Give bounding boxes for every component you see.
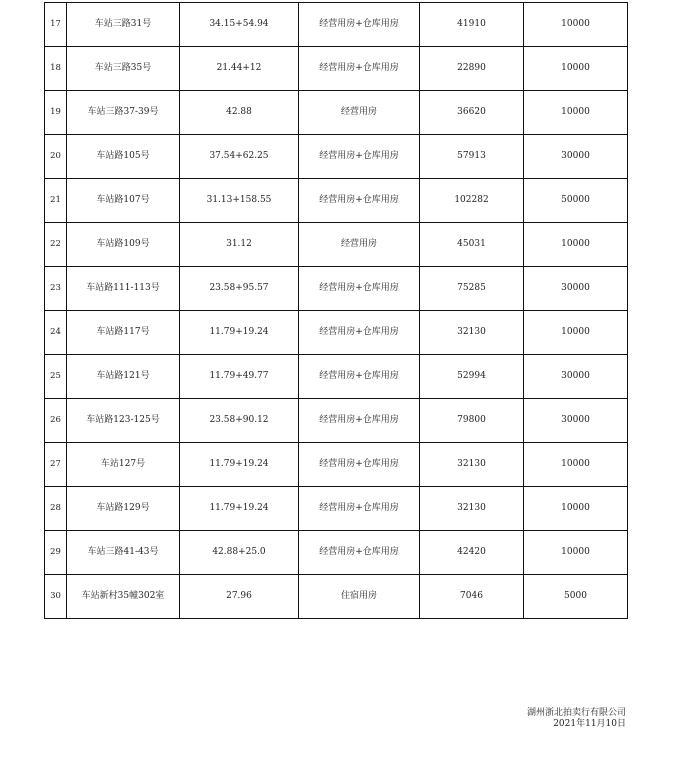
- cell-starting-price: 52994: [420, 355, 524, 399]
- cell-deposit: 30000: [524, 267, 628, 311]
- table-row: [45, 223, 628, 267]
- cell-row-number: 20: [45, 135, 67, 179]
- cell-row-number: 23: [45, 267, 67, 311]
- table-row: [45, 267, 628, 311]
- cell-address: 车站三路37-39号: [67, 91, 180, 135]
- cell-starting-price: 7046: [420, 575, 524, 619]
- cell-starting-price: 42420: [420, 531, 524, 575]
- cell-use-type: 住宿用房: [299, 575, 420, 619]
- cell-row-number: 27: [45, 443, 67, 487]
- document-footer: [527, 708, 626, 730]
- cell-row-number: 24: [45, 311, 67, 355]
- cell-address: 车站127号: [67, 443, 180, 487]
- table-row: [45, 311, 628, 355]
- cell-deposit: 50000: [524, 179, 628, 223]
- cell-area: 21.44+12: [180, 47, 299, 91]
- cell-row-number: 18: [45, 47, 67, 91]
- cell-starting-price: 41910: [420, 3, 524, 47]
- cell-use-type: 经营用房+仓库用房: [299, 311, 420, 355]
- cell-starting-price: 57913: [420, 135, 524, 179]
- cell-row-number: 25: [45, 355, 67, 399]
- cell-area: 42.88+25.0: [180, 531, 299, 575]
- cell-area: 11.79+49.77: [180, 355, 299, 399]
- table-row: [45, 355, 628, 399]
- table-body: [45, 3, 628, 619]
- cell-address: 车站新村35幢302室: [67, 575, 180, 619]
- cell-row-number: 19: [45, 91, 67, 135]
- table-row: [45, 135, 628, 179]
- cell-address: 车站路129号: [67, 487, 180, 531]
- cell-area: 27.96: [180, 575, 299, 619]
- cell-address: 车站路111-113号: [67, 267, 180, 311]
- table-row: [45, 531, 628, 575]
- cell-deposit: 30000: [524, 399, 628, 443]
- table-row: [45, 3, 628, 47]
- cell-row-number: 17: [45, 3, 67, 47]
- cell-use-type: 经营用房+仓库用房: [299, 3, 420, 47]
- cell-deposit: 10000: [524, 487, 628, 531]
- cell-use-type: 经营用房+仓库用房: [299, 135, 420, 179]
- cell-starting-price: 32130: [420, 443, 524, 487]
- cell-starting-price: 32130: [420, 311, 524, 355]
- cell-area: 34.15+54.94: [180, 3, 299, 47]
- property-listing-table: [44, 2, 628, 619]
- cell-address: 车站路123-125号: [67, 399, 180, 443]
- cell-address: 车站三路31号: [67, 3, 180, 47]
- table-row: [45, 47, 628, 91]
- cell-use-type: 经营用房+仓库用房: [299, 531, 420, 575]
- document-date: 2021年11月10日: [553, 719, 626, 729]
- table-row: [45, 399, 628, 443]
- cell-use-type: 经营用房+仓库用房: [299, 443, 420, 487]
- cell-area: 31.12: [180, 223, 299, 267]
- cell-deposit: 10000: [524, 223, 628, 267]
- cell-use-type: 经营用房+仓库用房: [299, 399, 420, 443]
- cell-address: 车站路109号: [67, 223, 180, 267]
- cell-area: 23.58+95.57: [180, 267, 299, 311]
- cell-starting-price: 36620: [420, 91, 524, 135]
- cell-address: 车站路121号: [67, 355, 180, 399]
- cell-address: 车站路105号: [67, 135, 180, 179]
- cell-row-number: 30: [45, 575, 67, 619]
- cell-use-type: 经营用房+仓库用房: [299, 47, 420, 91]
- cell-row-number: 26: [45, 399, 67, 443]
- cell-area: 37.54+62.25: [180, 135, 299, 179]
- cell-row-number: 29: [45, 531, 67, 575]
- cell-deposit: 10000: [524, 443, 628, 487]
- cell-use-type: 经营用房: [299, 223, 420, 267]
- cell-row-number: 28: [45, 487, 67, 531]
- cell-area: 11.79+19.24: [180, 443, 299, 487]
- cell-use-type: 经营用房+仓库用房: [299, 487, 420, 531]
- table-row: [45, 179, 628, 223]
- table-row: [45, 91, 628, 135]
- cell-area: 23.58+90.12: [180, 399, 299, 443]
- cell-starting-price: 79800: [420, 399, 524, 443]
- cell-area: 42.88: [180, 91, 299, 135]
- table-row: [45, 487, 628, 531]
- cell-row-number: 22: [45, 223, 67, 267]
- cell-address: 车站三路41-43号: [67, 531, 180, 575]
- cell-deposit: 10000: [524, 91, 628, 135]
- company-name: 湖州浙北拍卖行有限公司: [526, 708, 626, 718]
- cell-use-type: 经营用房+仓库用房: [299, 267, 420, 311]
- cell-use-type: 经营用房: [299, 91, 420, 135]
- cell-deposit: 10000: [524, 531, 628, 575]
- cell-deposit: 10000: [524, 3, 628, 47]
- cell-deposit: 10000: [524, 311, 628, 355]
- cell-address: 车站路107号: [67, 179, 180, 223]
- cell-starting-price: 45031: [420, 223, 524, 267]
- cell-area: 31.13+158.55: [180, 179, 299, 223]
- table-row: [45, 443, 628, 487]
- cell-starting-price: 102282: [420, 179, 524, 223]
- cell-deposit: 30000: [524, 135, 628, 179]
- cell-deposit: 10000: [524, 47, 628, 91]
- cell-area: 11.79+19.24: [180, 311, 299, 355]
- cell-starting-price: 32130: [420, 487, 524, 531]
- table-row: [45, 575, 628, 619]
- cell-deposit: 5000: [524, 575, 628, 619]
- cell-use-type: 经营用房+仓库用房: [299, 355, 420, 399]
- cell-deposit: 30000: [524, 355, 628, 399]
- cell-use-type: 经营用房+仓库用房: [299, 179, 420, 223]
- cell-row-number: 21: [45, 179, 67, 223]
- cell-starting-price: 75285: [420, 267, 524, 311]
- cell-area: 11.79+19.24: [180, 487, 299, 531]
- cell-address: 车站三路35号: [67, 47, 180, 91]
- cell-address: 车站路117号: [67, 311, 180, 355]
- cell-starting-price: 22890: [420, 47, 524, 91]
